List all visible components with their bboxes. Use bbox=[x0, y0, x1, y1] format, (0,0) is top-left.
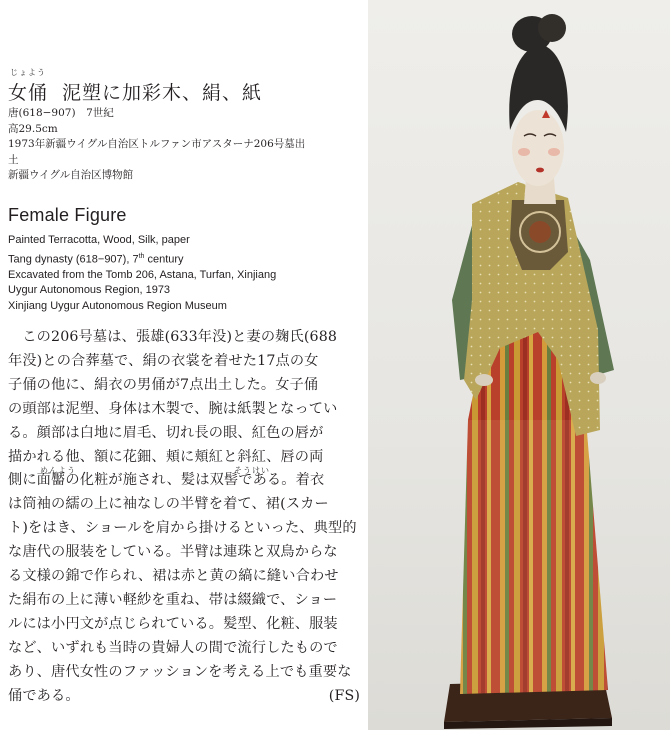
body-line-final: 俑である。 bbox=[8, 687, 80, 704]
body-line: など、いずれも当時の貴婦人の間で流行したもので bbox=[8, 639, 338, 656]
japanese-title bbox=[8, 78, 262, 105]
body-line: ルには小円文が点じられている。髪型、化粧、服装 bbox=[8, 615, 338, 632]
japanese-metadata bbox=[8, 106, 360, 184]
english-title: Female Figure bbox=[8, 205, 127, 225]
body-line: 年没)との合葬墓で、絹の衣裳を着せた17点の女 bbox=[8, 352, 319, 369]
body-last-line bbox=[8, 685, 360, 709]
author-credit: (FS) bbox=[328, 687, 360, 704]
collection-en: Xinjiang Uygur Autonomous Region Museum bbox=[8, 299, 227, 312]
collection-jp: 新疆ウイグル自治区博物館 bbox=[8, 169, 134, 181]
body-line: る文様の錦で作られ、裙は赤と黄の縞に縫い合わせ bbox=[8, 568, 339, 585]
caption-column bbox=[6, 0, 363, 730]
title-name: 女俑 bbox=[8, 82, 49, 104]
period-en-end: century bbox=[144, 253, 184, 266]
figurine-face bbox=[512, 110, 564, 186]
ruby-soukei: そうけい bbox=[234, 466, 270, 475]
description-body bbox=[8, 326, 360, 709]
height-jp: 高29.5cm bbox=[8, 122, 58, 135]
figurine-illustration bbox=[368, 0, 670, 730]
excavation-jp-line2: 土 bbox=[8, 153, 19, 166]
title-ruby: じょよう bbox=[10, 68, 46, 77]
period-en-sup: th bbox=[138, 252, 145, 260]
body-line: 描かれる他、額に花鈿、頬に頬紅と斜紅、唇の両 bbox=[8, 448, 324, 465]
excavation-en-line1: Excavated from the Tomb 206, Astana, Turfan, Xinjiang bbox=[8, 268, 277, 281]
english-metadata bbox=[8, 233, 358, 314]
body-line: ト)をはき、ショールを肩から掛けるといった、典型的 bbox=[8, 520, 357, 537]
period-en-text: Tang dynasty (618−907), 7 bbox=[8, 253, 139, 266]
period-en bbox=[8, 249, 358, 268]
body-line: の頭部は泥塑、身体は木製で、腕は紙製となってい bbox=[8, 400, 338, 417]
body-line: る。顔部は白地に眉毛、切れ長の眼、紅色の唇が bbox=[8, 424, 324, 441]
body-line: 側に面靨の化粧が施され、髪は双髻である。着衣 bbox=[8, 472, 325, 489]
period-jp: 唐(618−907) 7世紀 bbox=[8, 107, 114, 119]
excavation-jp-line1: 1973年新疆ウイグル自治区トルファン市アスターナ206号墓出 bbox=[8, 138, 306, 150]
body-line: この206号墓は、張雄(633年没)と妻の麹氏(688 bbox=[8, 329, 338, 345]
title-materials: 泥塑に加彩木、絹、紙 bbox=[62, 82, 263, 104]
body-line: 子俑の他に、絹衣の男俑が7点出土した。女子俑 bbox=[8, 376, 319, 393]
body-line: な唐代の服装をしている。半臂は連珠と双鳥からな bbox=[8, 544, 338, 561]
body-line: あり、唐代女性のファッションを考える上でも重要な bbox=[8, 663, 352, 680]
ruby-menyou: めんよう bbox=[40, 466, 76, 475]
figurine-photo bbox=[368, 0, 670, 730]
body-line: た絹布の上に薄い軽紗を重ね、帯は綴織で、ショー bbox=[8, 591, 338, 608]
excavation-en-line2: Uygur Autonomous Region, 1973 bbox=[8, 284, 171, 297]
materials-en: Painted Terracotta, Wood, Silk, paper bbox=[8, 234, 190, 246]
body-line: は筒袖の繻の上に袖なしの半臂を着て、裙(スカー bbox=[8, 496, 329, 513]
